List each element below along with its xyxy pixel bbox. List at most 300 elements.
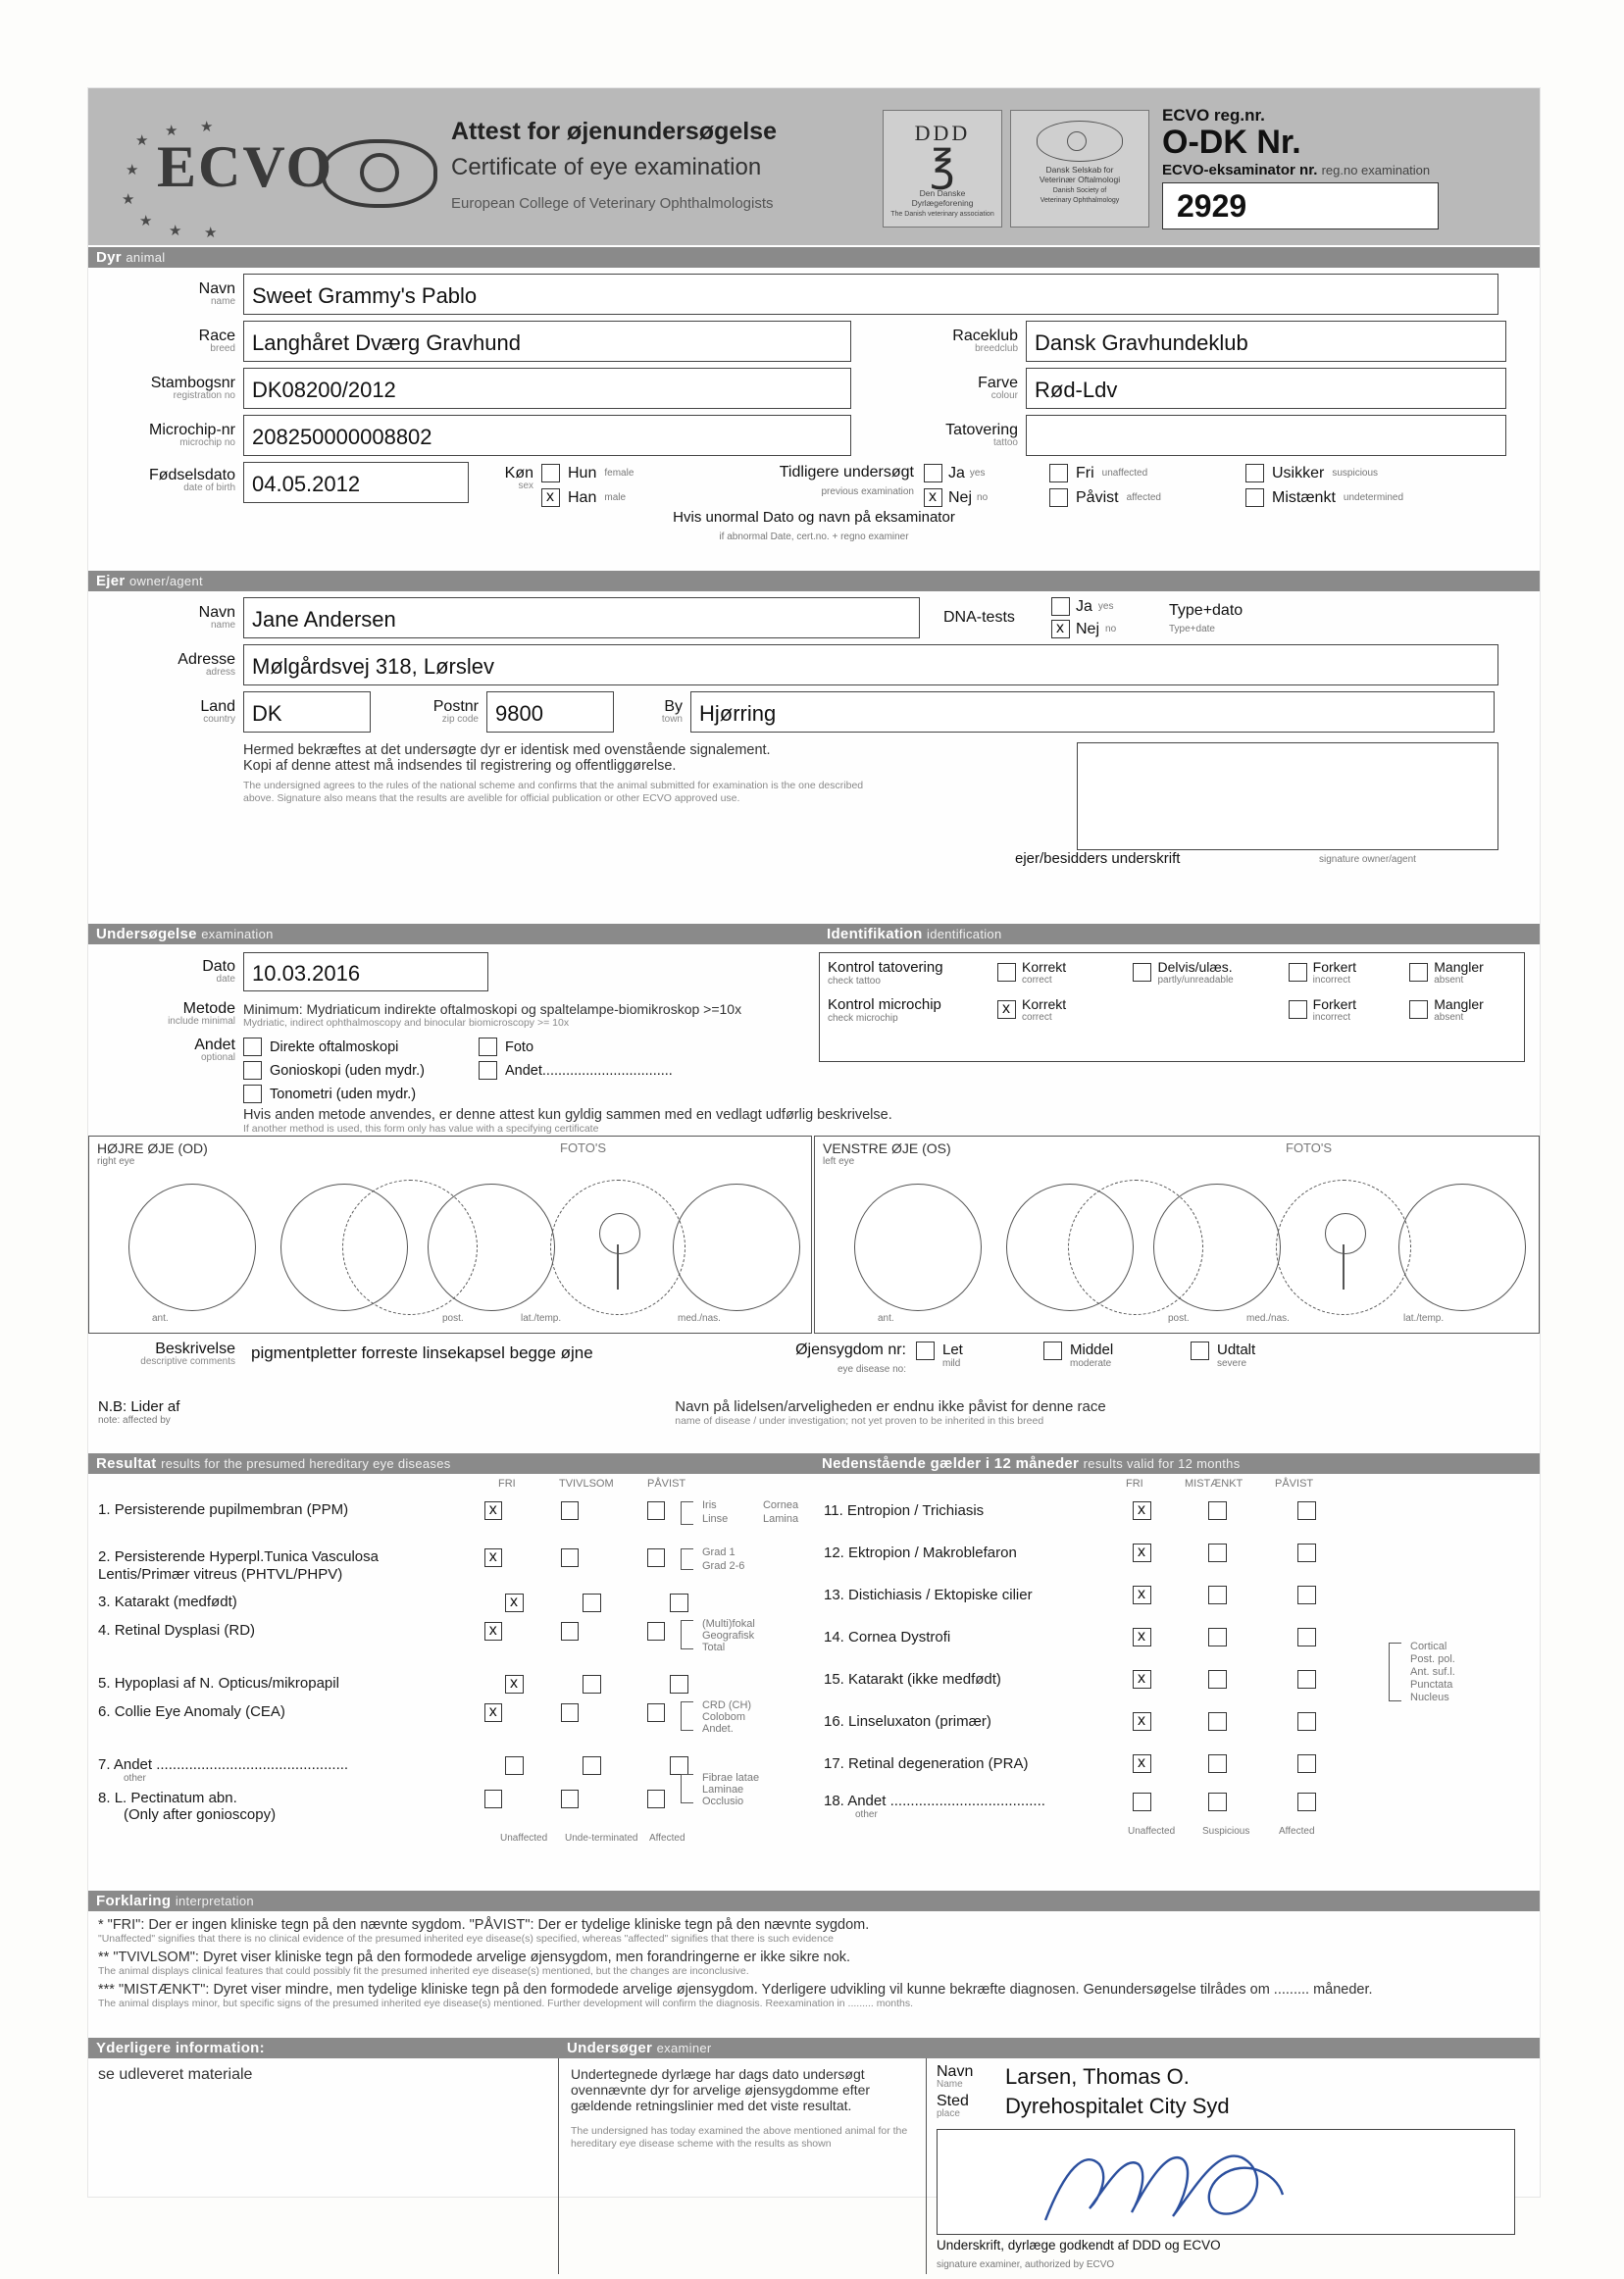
- identification-section-header: [819, 924, 1540, 944]
- owner-country-label: Land country: [200, 698, 235, 725]
- left-eye-med-label: med./nas.: [1246, 1313, 1290, 1324]
- status-suspicious-checkbox[interactable]: [1245, 464, 1264, 482]
- status-free-option[interactable]: [1049, 464, 1245, 482]
- previous-no-sub: no: [977, 492, 989, 503]
- result-8-tvivlsom-checkbox[interactable]: [561, 1790, 579, 1808]
- footer-section: [88, 2038, 1540, 2278]
- results-left-title-en: results for the presumed hereditary eye diseases: [161, 1456, 451, 1471]
- option-3-label: Tonometri (uden mydr.): [270, 1086, 417, 1102]
- microchip-correct-checkbox[interactable]: [997, 1000, 1016, 1019]
- result-7-pavist-checkbox[interactable]: [670, 1756, 688, 1775]
- other-method-checkbox[interactable]: [479, 1061, 497, 1080]
- microchip-correct-sub: correct: [1022, 1012, 1052, 1023]
- left-eye-lat-label: lat./temp.: [1403, 1313, 1445, 1324]
- result-3-fri-checkbox[interactable]: [505, 1594, 524, 1612]
- left-eye-foto-label: FOTO'S: [1286, 1140, 1333, 1155]
- sex-options: [541, 462, 737, 507]
- result-2-tvivlsom-checkbox[interactable]: [561, 1548, 579, 1567]
- result-1-bracket-linse: Linse: [701, 1513, 729, 1525]
- microchip-incorrect-option[interactable]: [1289, 996, 1410, 1023]
- result-12-mist-checkbox[interactable]: [1208, 1544, 1227, 1562]
- right-eye-foto-label: FOTO'S: [560, 1140, 607, 1155]
- right-eye-label-en: right eye: [97, 1156, 135, 1167]
- examiner-header: [559, 2038, 1540, 2058]
- results-right-header: [814, 1453, 1540, 1474]
- colour-field[interactable]: [1026, 368, 1506, 409]
- right-eye-ant-label: ant.: [152, 1313, 169, 1324]
- result-2-name: Persisterende Hyperpl.Tunica Vasculosa Lentis/Primær vitreus (PHTVL/PHPV): [98, 1548, 379, 1583]
- result-4-bracket-geografisk: Geografisk: [701, 1630, 755, 1642]
- previous-exam-options: [914, 462, 1032, 507]
- sex-male-sub: male: [604, 492, 627, 503]
- previous-no-checkbox[interactable]: [924, 488, 942, 507]
- result-17-mist-checkbox[interactable]: [1208, 1754, 1227, 1773]
- result-1-number: 1.: [98, 1501, 111, 1518]
- dna-yes-option[interactable]: [1051, 597, 1169, 616]
- dob-field[interactable]: [243, 462, 469, 503]
- result-6-pavist-checkbox[interactable]: [647, 1703, 665, 1722]
- photo-checkbox[interactable]: [479, 1038, 497, 1056]
- result-6-bracket-colobom: Colobom: [701, 1711, 746, 1723]
- left-eye-post-label: post.: [1168, 1313, 1190, 1324]
- sex-label: Køn sex: [504, 465, 533, 491]
- registration-value: DK08200/2012: [252, 378, 396, 402]
- animal-breed-field[interactable]: [243, 321, 851, 362]
- owner-signature-field[interactable]: [1077, 742, 1498, 850]
- tattoo-correct-option[interactable]: [997, 959, 1133, 986]
- result-row-13: [814, 1586, 1540, 1604]
- severity-moderate-option[interactable]: [1043, 1342, 1191, 1369]
- result-15-pavist-checkbox[interactable]: [1297, 1670, 1316, 1689]
- previous-no-option[interactable]: [924, 488, 1032, 507]
- result-4-number: 4.: [98, 1622, 111, 1639]
- sex-male-label: Han: [568, 488, 597, 506]
- examiner-header-en: examiner: [656, 2041, 712, 2055]
- result-1-bracket-lamina: Lamina: [762, 1513, 799, 1525]
- breedclub-field[interactable]: [1026, 321, 1506, 362]
- identification-row-tattoo: [828, 959, 1516, 987]
- result-3-number: 3.: [98, 1594, 111, 1610]
- examination-section-header: [88, 924, 819, 944]
- footer-undetermined: Unde-terminated: [565, 1833, 638, 1844]
- dna-type-block: [1169, 602, 1365, 634]
- dob-label: Fødselsdato date of birth: [148, 467, 235, 493]
- result-16-name: Linseluxaton (primær): [848, 1713, 991, 1730]
- owner-country-field[interactable]: [243, 691, 371, 733]
- microchip-incorrect-checkbox[interactable]: [1289, 1000, 1307, 1019]
- dna-no-checkbox[interactable]: [1051, 620, 1070, 638]
- severity-severe-label: Udtalt: [1217, 1342, 1256, 1358]
- reg-label: ECVO reg.nr.: [1162, 106, 1265, 125]
- result-15-fri-checkbox[interactable]: [1133, 1670, 1151, 1689]
- owner-zip-value: 9800: [495, 701, 543, 726]
- interpretation-title-da: Forklaring: [96, 1893, 172, 1909]
- result-8-fri-checkbox[interactable]: [484, 1790, 502, 1808]
- result-5-name: Hypoplasi af N. Opticus/mikropapil: [114, 1675, 339, 1692]
- tattoo-absent-sub: absent: [1434, 975, 1464, 986]
- sex-female-sub: female: [604, 468, 634, 479]
- owner-name-field[interactable]: [243, 597, 920, 638]
- results-col-pavist: PÅVIST: [647, 1478, 686, 1490]
- description-label: Beskrivelse descriptive comments: [140, 1341, 235, 1367]
- results-right-title-da: Nedenstående gælder i 12 måneder: [822, 1455, 1080, 1472]
- result-14-fri-checkbox[interactable]: [1133, 1628, 1151, 1646]
- abnormal-note-da: Hvis unormal Dato og navn på eksaminator: [673, 509, 955, 526]
- examiner-place-label: Sted place: [937, 2093, 969, 2119]
- result-5-pavist-checkbox[interactable]: [670, 1675, 688, 1694]
- owner-town-field[interactable]: [690, 691, 1495, 733]
- abnormal-note: [88, 509, 1540, 544]
- status-free-checkbox[interactable]: [1049, 464, 1068, 482]
- tattoo-label: Tatovering tattoo: [945, 422, 1018, 448]
- sex-male-checkbox[interactable]: [541, 488, 560, 507]
- tattoo-absent-option[interactable]: [1409, 959, 1516, 986]
- microchip-correct-label: Korrekt: [1022, 996, 1067, 1012]
- other-method-note: [243, 1107, 1540, 1136]
- result-13-fri-checkbox[interactable]: [1133, 1586, 1151, 1604]
- results-section: [88, 1453, 1540, 1844]
- status-affected-checkbox[interactable]: [1049, 488, 1068, 507]
- dob-value: 04.05.2012: [252, 472, 361, 496]
- results-col-mistankt: MISTÆNKT: [1185, 1478, 1243, 1490]
- result-13-pavist-checkbox[interactable]: [1297, 1586, 1316, 1604]
- animal-breed-value: Langhåret Dværg Gravhund: [252, 330, 521, 355]
- left-eye-photo-circle-2: [1398, 1184, 1526, 1311]
- result-18-mist-checkbox[interactable]: [1208, 1793, 1227, 1811]
- severity-moderate-sub: moderate: [1070, 1358, 1112, 1369]
- sex-female-checkbox[interactable]: [541, 464, 560, 482]
- ddd-letters: DDD: [914, 121, 971, 145]
- owner-signature-label-da: ejer/besidders underskrift: [1015, 850, 1181, 867]
- result-row-18: [814, 1793, 1540, 1820]
- tattoo-field[interactable]: [1026, 415, 1506, 456]
- examiner-number-value: 2929: [1177, 188, 1247, 224]
- result-6-fri-checkbox[interactable]: [484, 1703, 502, 1722]
- right-eye-panel: [88, 1136, 812, 1334]
- dna-type-label: Type+dato: [1169, 601, 1243, 619]
- status-suspicious-option[interactable]: [1245, 464, 1471, 482]
- dna-label: DNA-tests: [943, 609, 1015, 626]
- severity-severe-checkbox[interactable]: [1191, 1342, 1209, 1360]
- result-row-3: [88, 1594, 814, 1612]
- examination-title-en: examination: [201, 927, 274, 941]
- animal-section-title-da: Dyr: [96, 249, 122, 266]
- previous-yes-option[interactable]: [924, 464, 1032, 482]
- left-eye-optic-disc: [1325, 1213, 1366, 1254]
- owner-town-label: By town: [661, 698, 683, 725]
- result-17-number: 17.: [824, 1755, 844, 1772]
- title-english: Certificate of eye examination: [451, 154, 762, 180]
- eye-disease-no-label: Øjensygdom nr: eye disease no:: [795, 1342, 906, 1375]
- result-2-pavist-checkbox[interactable]: [647, 1548, 665, 1567]
- result-13-mist-checkbox[interactable]: [1208, 1586, 1227, 1604]
- animal-section: [88, 247, 1540, 544]
- tattoo-partly-option[interactable]: [1133, 959, 1288, 986]
- interpretation-line3-en: The animal displays minor, but specific signs of the presumed inherited eye disease(s) mentioned. Further development will confirm the diagnosis. Reexamination in ......... months.: [98, 1998, 914, 2010]
- owner-zip-field[interactable]: [486, 691, 614, 733]
- owner-town-value: Hjørring: [699, 701, 777, 726]
- result-6-tvivlsom-checkbox[interactable]: [561, 1703, 579, 1722]
- sex-female-label: Hun: [568, 464, 597, 481]
- result-row-12: [814, 1544, 1540, 1562]
- dna-yes-checkbox[interactable]: [1051, 597, 1070, 616]
- sex-female-option[interactable]: [541, 464, 737, 482]
- tattoo-incorrect-checkbox[interactable]: [1289, 963, 1307, 982]
- exam-date-field[interactable]: [243, 952, 488, 991]
- exam-date-value: 10.03.2016: [252, 961, 361, 986]
- option-direct-ophthalmoscopy[interactable]: [243, 1038, 479, 1056]
- right-eye-fundus-circle: [128, 1184, 256, 1311]
- result-1-fri-checkbox[interactable]: [484, 1501, 502, 1520]
- result-5-fri-checkbox[interactable]: [505, 1675, 524, 1694]
- result-8-bracket-laminae: Laminae: [701, 1784, 744, 1796]
- result-1-bracket-iris: Iris: [701, 1499, 717, 1511]
- confirm-da-2: Kopi af denne attest må indsendes til registrering og offentliggørelse.: [243, 758, 677, 774]
- result-8-name2: (Only after gonioscopy): [124, 1806, 277, 1823]
- result-6-bracket-andet: Andet.: [701, 1723, 734, 1735]
- description-section: [88, 1342, 1540, 1428]
- result-2-number: 2.: [98, 1548, 111, 1565]
- method-da: Minimum: Mydriaticum indirekte oftalmoskopi og spaltelampe-biomikroskop >=10x: [243, 1001, 742, 1017]
- result-18-sub: other: [855, 1809, 878, 1820]
- result-14-name: Cornea Dystrofi: [848, 1629, 951, 1646]
- result-18-name: Andet ......................................: [847, 1793, 1045, 1809]
- microchip-absent-checkbox[interactable]: [1409, 1000, 1428, 1019]
- result-6-brackets: [675, 1699, 814, 1745]
- result-4-name: Retinal Dysplasi (RD): [114, 1622, 256, 1639]
- result-3-name: Katarakt (medfødt): [114, 1594, 237, 1610]
- dsvo-logo: [1010, 110, 1149, 228]
- examiner-signature-field[interactable]: [937, 2129, 1515, 2235]
- right-eye-label-da: HØJRE ØJE (OD): [97, 1140, 208, 1156]
- result-3-pavist-checkbox[interactable]: [670, 1594, 688, 1612]
- extra-info-header: Yderligere information:: [88, 2038, 559, 2058]
- option-tonometry[interactable]: [243, 1085, 479, 1103]
- nb-label: N.B: Lider af note: affected by: [98, 1398, 180, 1426]
- result-12-fri-checkbox[interactable]: [1133, 1544, 1151, 1562]
- result-16-mist-checkbox[interactable]: [1208, 1712, 1227, 1731]
- result-11-fri-checkbox[interactable]: [1133, 1501, 1151, 1520]
- examiner-signature-label-en: signature examiner, authorized by ECVO: [937, 2259, 1115, 2270]
- tattoo-incorrect-option[interactable]: [1289, 959, 1410, 986]
- result-2-fri-checkbox[interactable]: [484, 1548, 502, 1567]
- right-eye-vessel: [617, 1244, 619, 1290]
- owner-section-title-en: owner/agent: [129, 574, 203, 588]
- result-11-mist-checkbox[interactable]: [1208, 1501, 1227, 1520]
- eye-pupil-icon: [360, 153, 399, 192]
- microchip-correct-option[interactable]: [997, 996, 1133, 1023]
- microchip-absent-option[interactable]: [1409, 996, 1516, 1023]
- tattoo-correct-checkbox[interactable]: [997, 963, 1016, 982]
- registration-field[interactable]: [243, 368, 851, 409]
- owner-section-title-da: Ejer: [96, 573, 126, 589]
- status-free-label: Fri: [1076, 464, 1094, 481]
- status-suspicious-sub: suspicious: [1332, 468, 1379, 479]
- option-other[interactable]: [479, 1061, 812, 1080]
- animal-name-label: Navn name: [198, 280, 235, 307]
- declaration-en: The undersigned has today examined the above mentioned animal for the hereditary eye disease scheme with the results as shown: [571, 2125, 908, 2151]
- breedclub-label: Raceklub breedclub: [952, 328, 1018, 354]
- result-2-bracket-grad26: Grad 2-6: [701, 1560, 745, 1572]
- interpretation-line1-da: * "FRI": Der er ingen kliniske tegn på den nævnte sygdom. "PÅVIST": Der er tydelige kliniske tegn på den nævnte sygdom.: [98, 1917, 870, 1933]
- examiner-number-field[interactable]: [1162, 182, 1439, 229]
- result-12-number: 12.: [824, 1545, 844, 1561]
- result-11-number: 11.: [824, 1502, 843, 1519]
- result-16-pavist-checkbox[interactable]: [1297, 1712, 1316, 1731]
- result-11-pavist-checkbox[interactable]: [1297, 1501, 1316, 1520]
- tattoo-value: [1027, 416, 1505, 420]
- tattoo-partly-sub: partly/unreadable: [1157, 975, 1234, 986]
- previous-yes-checkbox[interactable]: [924, 464, 942, 482]
- results-col-tvivlsom: TVIVLSOM: [559, 1478, 614, 1490]
- result-17-name: Retinal degeneration (PRA): [848, 1755, 1029, 1772]
- result-16-fri-checkbox[interactable]: [1133, 1712, 1151, 1731]
- tattoo-partly-checkbox[interactable]: [1133, 963, 1151, 982]
- check-tattoo-label: Kontrol tatovering: [828, 959, 943, 976]
- result-17-pavist-checkbox[interactable]: [1297, 1754, 1316, 1773]
- result-1-pavist-checkbox[interactable]: [647, 1501, 665, 1520]
- owner-address-field[interactable]: [243, 644, 1498, 685]
- result-1-tvivlsom-checkbox[interactable]: [561, 1501, 579, 1520]
- examination-section: [88, 924, 1540, 1136]
- left-eye-lens-circle: [1153, 1184, 1281, 1311]
- identification-title-da: Identifikation: [827, 926, 923, 942]
- result-12-name: Ektropion / Makroblefaron: [848, 1545, 1017, 1561]
- result-7-tvivlsom-checkbox[interactable]: [583, 1756, 601, 1775]
- result-row-2: [88, 1548, 814, 1584]
- dna-no-label: Nej: [1076, 620, 1100, 637]
- microchip-field[interactable]: [243, 415, 851, 456]
- result-4-pavist-checkbox[interactable]: [647, 1622, 665, 1641]
- result-17-fri-checkbox[interactable]: [1133, 1754, 1151, 1773]
- dsvo-eye-icon: [1037, 121, 1123, 162]
- result-8-pavist-checkbox[interactable]: [647, 1790, 665, 1808]
- result-14-pavist-checkbox[interactable]: [1297, 1628, 1316, 1646]
- owner-signature-label-en: signature owner/agent: [1319, 854, 1416, 865]
- title-danish: Attest for øjenundersøgelse: [451, 118, 777, 145]
- extra-info-body: [88, 2058, 559, 2274]
- animal-name-field[interactable]: [243, 274, 1498, 315]
- result-18-pavist-checkbox[interactable]: [1297, 1793, 1316, 1811]
- result-18-fri-checkbox[interactable]: [1133, 1793, 1151, 1811]
- result-13-name: Distichiasis / Ektopiske cilier: [848, 1587, 1033, 1603]
- result-14-number: 14.: [824, 1629, 844, 1646]
- result-4-fri-checkbox[interactable]: [484, 1622, 502, 1641]
- result-16-number: 16.: [824, 1713, 844, 1730]
- owner-name-value: Jane Andersen: [252, 607, 396, 632]
- severity-mild-checkbox[interactable]: [916, 1342, 935, 1360]
- interpretation-title-en: interpretation: [175, 1894, 254, 1908]
- eu-stars-icon: ★ ★ ★ ★ ★ ★ ★ ★: [122, 119, 218, 241]
- registration-label: Stambogsnr registration no: [150, 375, 235, 401]
- status-undetermined-label: Mistænkt: [1272, 488, 1336, 506]
- result-12-pavist-checkbox[interactable]: [1297, 1544, 1316, 1562]
- result-row-5: [88, 1675, 814, 1694]
- status-suspicious-label: Usikker: [1272, 464, 1325, 481]
- result-7-sub: other: [124, 1773, 146, 1784]
- optional-label: Andet optional: [194, 1037, 235, 1064]
- left-eye-label-da: VENSTRE ØJE (OS): [823, 1140, 951, 1156]
- microchip-label: Microchip-nr microchip no: [148, 422, 235, 448]
- reg-value: O-DK Nr.: [1162, 124, 1301, 161]
- examiner-number-label: [1162, 162, 1515, 178]
- status-unaffected-group: [1032, 462, 1245, 507]
- ddd-symbol: ℥: [930, 142, 955, 190]
- tattoo-absent-checkbox[interactable]: [1409, 963, 1428, 982]
- owner-address-label: Adresse adress: [178, 651, 235, 678]
- gonioscopy-checkbox[interactable]: [243, 1061, 262, 1080]
- dna-yes-sub: yes: [1097, 601, 1114, 612]
- result-15-mist-checkbox[interactable]: [1208, 1670, 1227, 1689]
- option-gonioscopy[interactable]: [243, 1061, 479, 1080]
- result-7-name: Andet ...............................................: [113, 1756, 349, 1773]
- severity-mild-option[interactable]: [916, 1342, 1043, 1369]
- severity-severe-option[interactable]: [1191, 1342, 1338, 1369]
- results-right-list: [814, 1497, 1540, 1837]
- animal-section-title-en: animal: [126, 250, 166, 265]
- result-15-bracket-antsufl: Ant. suf.l.: [1410, 1666, 1455, 1678]
- result-15-name: Katarakt (ikke medfødt): [848, 1671, 1001, 1688]
- colour-value: Rød-Ldv: [1035, 378, 1118, 402]
- footer-unaffected: Unaffected: [500, 1833, 548, 1844]
- header-titles: [451, 118, 863, 212]
- status-undetermined-checkbox[interactable]: [1245, 488, 1264, 507]
- result-5-tvivlsom-checkbox[interactable]: [583, 1675, 601, 1694]
- examination-title-da: Undersøgelse: [96, 926, 197, 942]
- nb-text-en: name of disease / under investigation; not yet proven to be inherited in this breed: [675, 1415, 1044, 1427]
- result-13-number: 13.: [824, 1587, 844, 1603]
- status-undetermined-option[interactable]: [1245, 488, 1471, 507]
- result-14-mist-checkbox[interactable]: [1208, 1628, 1227, 1646]
- sex-male-option[interactable]: [541, 488, 737, 507]
- result-3-tvivlsom-checkbox[interactable]: [583, 1594, 601, 1612]
- result-row-15: [814, 1641, 1540, 1703]
- dna-no-option[interactable]: [1051, 620, 1169, 638]
- tattoo-absent-label: Mangler: [1434, 959, 1484, 975]
- result-row-1: [88, 1501, 814, 1539]
- dna-options: [1051, 597, 1169, 638]
- status-affected-label: Påvist: [1076, 488, 1119, 506]
- option-photo[interactable]: [479, 1038, 812, 1056]
- previous-yes-sub: yes: [969, 468, 986, 479]
- left-eye-ant-label: ant.: [878, 1313, 894, 1324]
- result-7-fri-checkbox[interactable]: [505, 1756, 524, 1775]
- colour-label: Farve colour: [978, 375, 1018, 401]
- direct-ophthalmoscopy-checkbox[interactable]: [243, 1038, 262, 1056]
- left-eye-label-en: left eye: [823, 1156, 855, 1167]
- status-affected-sub: affected: [1126, 492, 1161, 503]
- result-4-tvivlsom-checkbox[interactable]: [561, 1622, 579, 1641]
- severity-moderate-label: Middel: [1070, 1342, 1114, 1358]
- option-5-label: Andet.................................: [505, 1062, 673, 1079]
- ecvo-wordmark: ECVO: [157, 134, 334, 199]
- severity-moderate-checkbox[interactable]: [1043, 1342, 1062, 1360]
- registration-block: [1162, 106, 1515, 229]
- owner-address-value: Mølgårdsvej 318, Lørslev: [252, 654, 494, 679]
- right-eye-med-label: med./nas.: [678, 1313, 721, 1324]
- eye-drawings-section: [88, 1136, 1540, 1334]
- examiner-declaration: [559, 2058, 927, 2274]
- results-right-title-en: results valid for 12 months: [1083, 1456, 1241, 1471]
- result-row-17: [814, 1754, 1540, 1773]
- result-5-number: 5.: [98, 1675, 111, 1692]
- examiner-details: [927, 2058, 1540, 2278]
- result-6-name: Collie Eye Anomaly (CEA): [114, 1703, 285, 1720]
- tonometry-checkbox[interactable]: [243, 1085, 262, 1103]
- status-affected-option[interactable]: [1049, 488, 1245, 507]
- results-left-footer: [88, 1833, 814, 1844]
- extra-info-value: se udleveret materiale: [98, 2066, 253, 2083]
